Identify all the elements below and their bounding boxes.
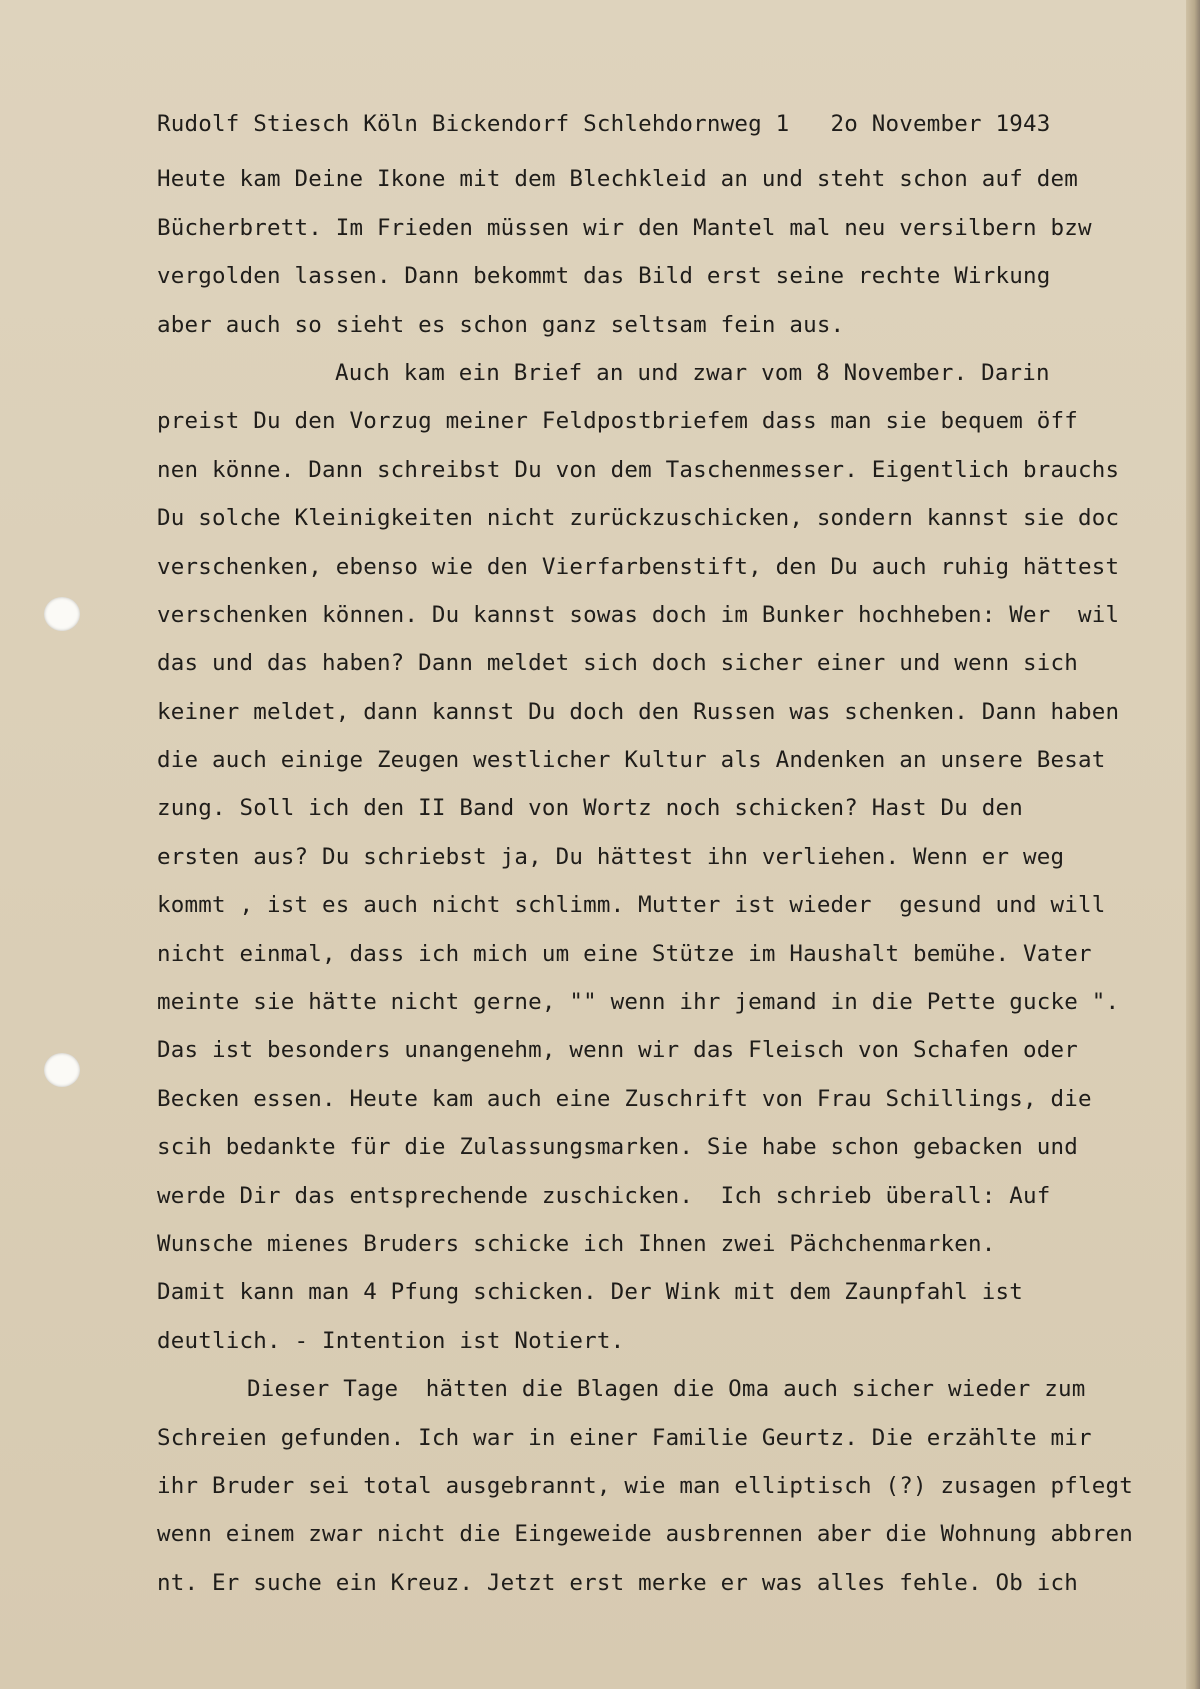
text-line: Schreien gefunden. Ich war in einer Familie Geurtz. Die erzählte mir: [157, 1424, 1092, 1451]
text-line: die auch einige Zeugen westlicher Kultur als Andenken an unsere Besat: [157, 747, 1106, 774]
letter-body: [157, 100, 1187, 1607]
text-line: Damit kann man 4 Pfung schicken. Der Wink mit dem Zaunpfahl ist: [157, 1279, 1024, 1306]
text-line: verschenken können. Du kannst sowas doch im Bunker hochheben: Wer wil: [157, 601, 1120, 628]
text-line: wenn einem zwar nicht die Eingeweide ausbrennen aber die Wohnung abbren: [157, 1521, 1133, 1548]
text-line: Du solche Kleinigkeiten nicht zurückzuschicken, sondern kannst sie doc: [157, 505, 1120, 532]
punch-hole-top: [44, 597, 80, 631]
paragraph-3: [157, 1365, 1187, 1607]
text-line: deutlich. - Intention ist Notiert.: [157, 1327, 625, 1354]
text-line: preist Du den Vorzug meiner Feldpostbriefem dass man sie bequem öff: [157, 408, 1078, 435]
text-line: meinte sie hätte nicht gerne, "" wenn ihr jemand in die Pette gucke ".: [157, 989, 1120, 1016]
text-line: Das ist besonders unangenehm, wenn wir das Fleisch von Schafen oder: [157, 1037, 1078, 1064]
punch-hole-bottom: [44, 1053, 80, 1087]
paper-edge: [1186, 0, 1200, 1689]
text-line: aber auch so sieht es schon ganz seltsam fein aus.: [157, 311, 845, 338]
text-line: nicht einmal, dass ich mich um eine Stütze im Haushalt bemühe. Vater: [157, 940, 1092, 967]
text-line: scih bedankte für die Zulassungsmarken. Sie habe schon gebacken und: [157, 1134, 1078, 1161]
text-line: Bücherbrett. Im Frieden müssen wir den Mantel mal neu versilbern bzw: [157, 214, 1092, 241]
text-line: Heute kam Deine Ikone mit dem Blechkleid an und steht schon auf dem: [157, 166, 1078, 193]
text-line: Becken essen. Heute kam auch eine Zuschrift von Frau Schillings, die: [157, 1085, 1092, 1112]
text-line: ihr Bruder sei total ausgebrannt, wie man elliptisch (?) zusagen pflegt: [157, 1472, 1133, 1499]
text-line: Auch kam ein Brief an und zwar vom 8 November. Darin: [335, 359, 1050, 386]
text-line: keiner meldet, dann kannst Du doch den Russen was schenken. Dann haben: [157, 698, 1120, 725]
text-line: verschenken, ebenso wie den Vierfarbenstift, den Du auch ruhig hättest: [157, 553, 1120, 580]
text-line: Dieser Tage hätten die Blagen die Oma auch sicher wieder zum: [247, 1376, 1086, 1403]
paragraph-2: [157, 349, 1187, 1365]
text-line: nt. Er suche ein Kreuz. Jetzt erst merke er was alles fehle. Ob ich: [157, 1569, 1078, 1596]
text-line: vergolden lassen. Dann bekommt das Bild erst seine rechte Wirkung: [157, 263, 1051, 290]
text-line: zung. Soll ich den II Band von Wortz noch schicken? Hast Du den: [157, 795, 1024, 822]
letter-header: Rudolf Stiesch Köln Bickendorf Schlehdornweg 1 2o November 1943: [157, 111, 1051, 137]
paragraph-1: [157, 155, 1187, 349]
text-line: kommt , ist es auch nicht schlimm. Mutter ist wieder gesund und will: [157, 892, 1106, 919]
text-line: Wunsche mienes Bruders schicke ich Ihnen zwei Pächchenmarken.: [157, 1230, 996, 1257]
text-line: das und das haben? Dann meldet sich doch sicher einer und wenn sich: [157, 650, 1078, 677]
text-line: werde Dir das entsprechende zuschicken. Ich schrieb überall: Auf: [157, 1182, 1051, 1209]
text-line: nen könne. Dann schreibst Du von dem Taschenmesser. Eigentlich brauchs: [157, 456, 1120, 483]
text-line: ersten aus? Du schriebst ja, Du hättest ihn verliehen. Wenn er weg: [157, 843, 1065, 870]
